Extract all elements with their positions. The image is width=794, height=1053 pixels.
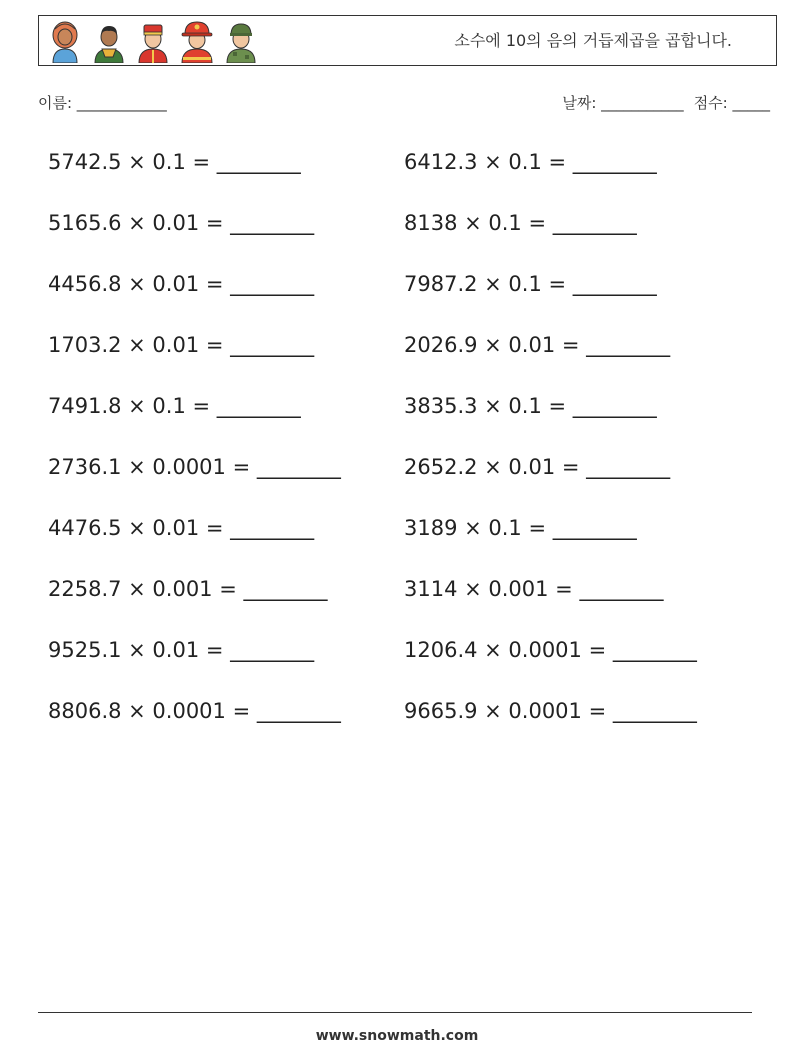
man-scarf-icon [91,19,127,63]
problem-right-10: 9665.9 × 0.0001 = ________ [404,699,697,723]
problem-left-1: 5742.5 × 0.1 = ________ [48,150,301,174]
problem-right-8: 3114 × 0.001 = ________ [404,577,664,601]
problem-right-4: 2026.9 × 0.01 = ________ [404,333,671,357]
problem-left-4: 1703.2 × 0.01 = ________ [48,333,315,357]
problem-right-9: 1206.4 × 0.0001 = ________ [404,638,697,662]
avatar-row [47,19,267,63]
footer-site-link[interactable]: www.snowmath.com [315,1028,479,1044]
name-field: 이름: ____________ [38,94,167,112]
problem-left-10: 8806.8 × 0.0001 = ________ [48,699,341,723]
date-score-fields [562,92,770,114]
worksheet-title: 소수에 10의 음의 거듭제곱을 곱합니다. [454,31,732,50]
footer-divider [38,1012,752,1013]
problem-right-3: 7987.2 × 0.1 = ________ [404,272,657,296]
worksheet-header [38,15,777,66]
guard-icon [135,19,171,63]
date-field: 날짜: ___________ [562,94,684,112]
problem-left-5: 7491.8 × 0.1 = ________ [48,394,301,418]
problem-right-7: 3189 × 0.1 = ________ [404,516,637,540]
score-field: 점수: _____ [693,94,770,112]
problem-left-3: 4456.8 × 0.01 = ________ [48,272,315,296]
firefighter-icon [179,19,215,63]
problem-right-2: 8138 × 0.1 = ________ [404,211,637,235]
soldier-icon [223,19,259,63]
problem-right-6: 2652.2 × 0.01 = ________ [404,455,671,479]
problem-right-5: 3835.3 × 0.1 = ________ [404,394,657,418]
problem-left-6: 2736.1 × 0.0001 = ________ [48,455,341,479]
woman-icon [47,19,83,63]
problem-left-8: 2258.7 × 0.001 = ________ [48,577,328,601]
problem-left-7: 4476.5 × 0.01 = ________ [48,516,315,540]
problem-right-1: 6412.3 × 0.1 = ________ [404,150,657,174]
problem-left-9: 9525.1 × 0.01 = ________ [48,638,315,662]
problem-left-2: 5165.6 × 0.01 = ________ [48,211,315,235]
